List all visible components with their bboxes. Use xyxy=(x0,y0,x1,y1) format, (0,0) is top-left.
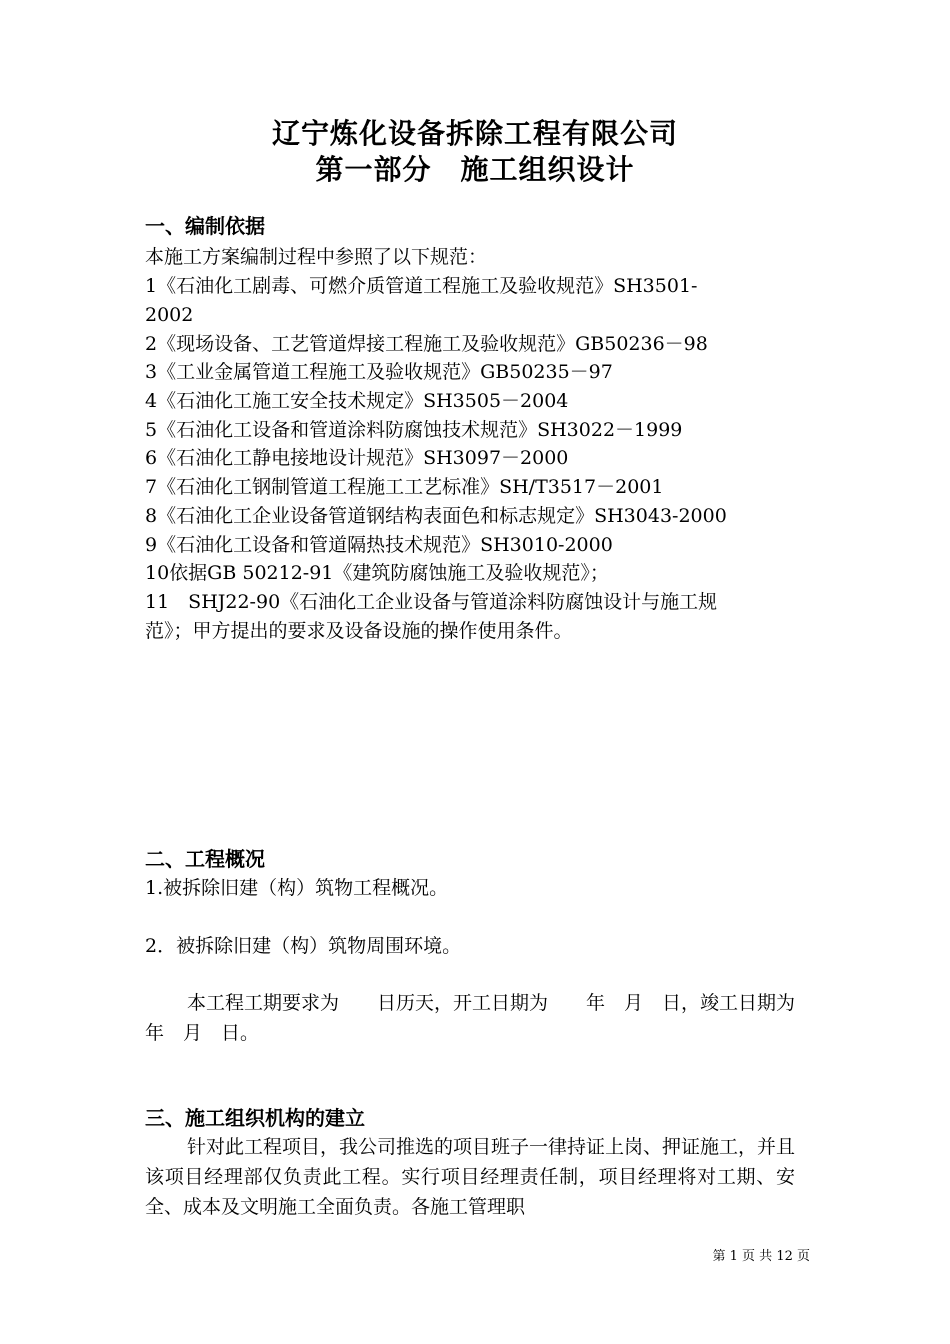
standard-list-item: 5《石油化工设备和管道涂料防腐蚀技术规范》SH3022－1999 xyxy=(145,419,683,441)
section-heading-overview: 二、工程概况 xyxy=(145,847,265,871)
section-heading-basis: 一、编制依据 xyxy=(145,214,265,238)
schedule-paragraph: 本工程工期要求为 日历天，开工日期为 年 月 日，竣工日期为 年 月 日。 xyxy=(145,992,815,1044)
standard-list-item: 9《石油化工设备和管道隔热技术规范》SH3010-2000 xyxy=(145,534,613,556)
overview-item: 1.被拆除旧建（构）筑物工程概况。 xyxy=(145,877,449,899)
standard-list-item: 3《工业金属管道工程施工及验收规范》GB50235－97 xyxy=(145,361,613,383)
overview-item: 2．被拆除旧建（构）筑物周围环境。 xyxy=(145,935,462,957)
standard-list-item: 范》；甲方提出的要求及设备设施的操作使用条件。 xyxy=(145,620,573,642)
standard-list-item: 10依据GB 50212-91《建筑防腐蚀施工及验收规范》； xyxy=(145,562,609,584)
organization-paragraph: 针对此工程项目，我公司推选的项目班子一律持证上岗、押证施工，并且该项目经理部仅负责此工程。实行项目经理责任制，项目经理将对工期、安全、成本及文明施工全面负责。各施工管理职 xyxy=(145,1136,796,1218)
standard-list-item: 11 SHJ22-90《石油化工企业设备与管道涂料防腐蚀设计与施工规 xyxy=(145,591,718,613)
standard-list-item: 6《石油化工静电接地设计规范》SH3097－2000 xyxy=(145,447,569,469)
standard-list-item: 8《石油化工企业设备管道钢结构表面色和标志规定》SH3043-2000 xyxy=(145,505,727,527)
section-heading-organization: 三、施工组织机构的建立 xyxy=(145,1106,365,1130)
document-title: 辽宁炼化设备拆除工程有限公司 xyxy=(271,117,678,150)
standard-list-item: 1《石油化工剧毒、可燃介质管道工程施工及验收规范》SH3501- xyxy=(145,275,698,297)
standard-list-item: 7《石油化工钢制管道工程施工工艺标准》SH/T3517－2001 xyxy=(145,476,664,498)
document-subtitle: 第一部分 施工组织设计 xyxy=(315,153,635,186)
standard-list-item: 4《石油化工施工安全技术规定》SH3505－2004 xyxy=(145,390,569,412)
section-intro: 本施工方案编制过程中参照了以下规范： xyxy=(145,246,488,268)
page-number: 第 1 页 共 12 页 xyxy=(712,1249,810,1264)
standard-list-item: 2《现场设备、工艺管道焊接工程施工及验收规范》GB50236－98 xyxy=(145,333,708,355)
standard-list-item: 2002 xyxy=(145,304,194,326)
